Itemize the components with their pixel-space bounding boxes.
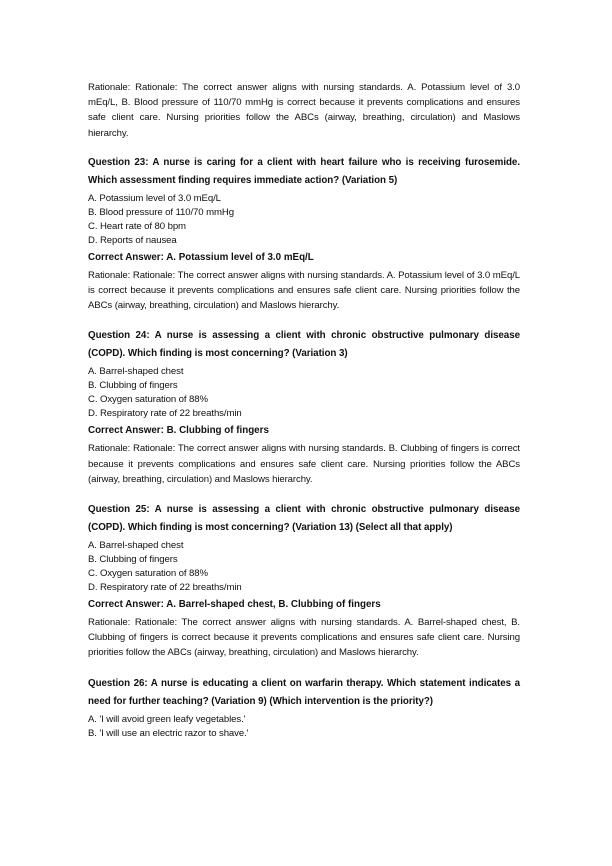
- options-list: [88, 713, 520, 741]
- question-text: Question 23: A nurse is caring for a client with heart failure who is receiving furosemide. Which assessment finding requires immediate action? (Variation 5): [88, 156, 520, 186]
- question-text: Question 26: A nurse is educating a client on warfarin therapy. Which statement indicates a need for further teaching? (Variation 9) (Which intervention is the priority?): [88, 677, 520, 707]
- option-b: B. Clubbing of fingers: [88, 380, 178, 392]
- option-b: B. Clubbing of fingers: [88, 554, 178, 566]
- option-c: C. Oxygen saturation of 88%: [88, 394, 208, 406]
- rationale: Rationale: Rationale: The correct answer aligns with nursing standards. A. Potassium level of 3.0 mEq/L is correct because it prevents complications and ensures safe client care. Nursing priorities follow the ABCs (airway, breathing, circulation) and Maslows hierarchy.: [88, 269, 520, 312]
- document-page: [88, 80, 520, 741]
- question-block-25: [88, 501, 520, 661]
- options-list: [88, 539, 520, 595]
- intro-rationale: Rationale: Rationale: The correct answer aligns with nursing standards. A. Potassium level of 3.0 mEq/L, B. Blood pressure of 110/70 mmHg is correct because it prevents complications and ensures safe client care. Nursing priorities follow the ABCs (airway, breathing, circulation) and Maslows hierarchy.: [88, 82, 520, 139]
- question-text: Question 25: A nurse is assessing a client with chronic obstructive pulmonary disease (COPD). Which finding is most concerning? (Variation 13) (Select all that apply): [88, 504, 520, 534]
- question-text: Question 24: A nurse is assessing a client with chronic obstructive pulmonary disease (COPD). Which finding is most concerning? (Variation 3): [88, 330, 520, 360]
- question-block-24: [88, 327, 520, 487]
- question-block-23: [88, 154, 520, 314]
- question-block-26: [88, 675, 520, 741]
- option-a: A. Barrel-shaped chest: [88, 366, 184, 378]
- option-a: A. Barrel-shaped chest: [88, 540, 184, 552]
- option-c: C. Heart rate of 80 bpm: [88, 220, 186, 232]
- rationale: Rationale: Rationale: The correct answer aligns with nursing standards. B. Clubbing of fingers is correct because it prevents complications and ensures safe client care. Nursing priorities follow the ABCs (airway, breathing, circulation) and Maslows hierarchy.: [88, 443, 520, 485]
- option-d: D. Reports of nausea: [88, 234, 177, 246]
- options-list: [88, 365, 520, 421]
- correct-answer: Correct Answer: A. Barrel-shaped chest, B. Clubbing of fingers: [88, 599, 381, 611]
- correct-answer: Correct Answer: A. Potassium level of 3.0 mEq/L: [88, 251, 314, 263]
- option-d: D. Respiratory rate of 22 breaths/min: [88, 582, 242, 594]
- options-list: [88, 192, 520, 248]
- option-b: B. Blood pressure of 110/70 mmHg: [88, 206, 234, 218]
- option-d: D. Respiratory rate of 22 breaths/min: [88, 408, 242, 420]
- option-b: B. 'I will use an electric razor to shave.': [88, 727, 249, 739]
- correct-answer: Correct Answer: B. Clubbing of fingers: [88, 425, 269, 437]
- option-a: A. 'I will avoid green leafy vegetables.': [88, 713, 246, 725]
- option-c: C. Oxygen saturation of 88%: [88, 568, 208, 580]
- rationale: Rationale: Rationale: The correct answer aligns with nursing standards. A. Barrel-shaped chest, B. Clubbing of fingers is correct because it prevents complications and ensures safe client care. Nursing priorities follow the ABCs (airway, breathing, circulation) and Maslows hierarchy.: [88, 617, 520, 659]
- option-a: A. Potassium level of 3.0 mEq/L: [88, 192, 221, 204]
